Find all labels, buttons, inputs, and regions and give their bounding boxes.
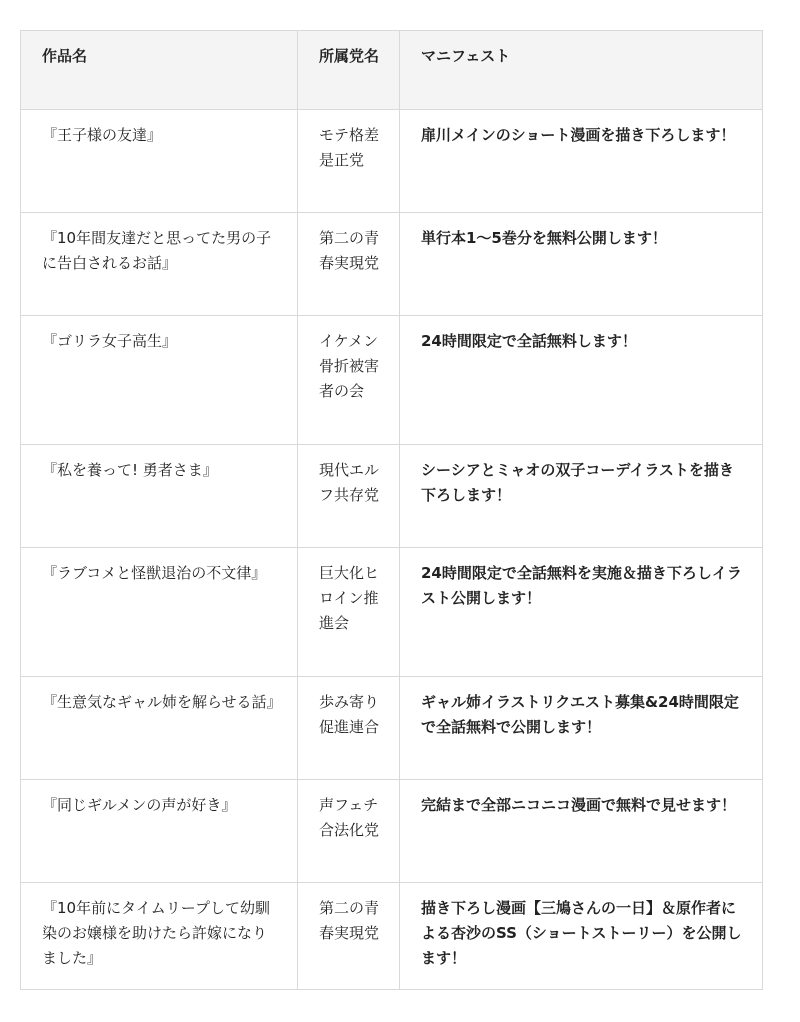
party-name: イケメン骨折被害者の会 bbox=[298, 316, 400, 445]
manifest-text: シーシアとミャオの双子コーデイラストを描き下ろします！ bbox=[400, 445, 763, 548]
table-row bbox=[21, 445, 763, 548]
manifesto-table bbox=[20, 30, 763, 990]
header-manifest: マニフェスト bbox=[400, 31, 763, 110]
work-title: 『生意気なギャル姉を解らせる話』 bbox=[21, 677, 298, 780]
party-name: 第二の青春実現党 bbox=[298, 213, 400, 316]
table-row bbox=[21, 548, 763, 677]
work-title: 『10年前にタイムリープして幼馴染のお嬢様を助けたら許嫁になりました』 bbox=[21, 883, 298, 990]
manifest-text: ギャル姉イラストリクエスト募集&24時間限定で全話無料で公開します！ bbox=[400, 677, 763, 780]
header-row bbox=[21, 31, 763, 110]
party-name: 歩み寄り促進連合 bbox=[298, 677, 400, 780]
work-title: 『ゴリラ女子高生』 bbox=[21, 316, 298, 445]
header-title: 作品名 bbox=[21, 31, 298, 110]
work-title: 『私を養って! 勇者さま』 bbox=[21, 445, 298, 548]
table-row bbox=[21, 780, 763, 883]
table-row bbox=[21, 110, 763, 213]
work-title: 『王子様の友達』 bbox=[21, 110, 298, 213]
party-name: モテ格差是正党 bbox=[298, 110, 400, 213]
manifesto-table-container bbox=[20, 30, 762, 990]
manifest-text: 24時間限定で全話無料を実施＆描き下ろしイラスト公開します！ bbox=[400, 548, 763, 677]
party-name: 第二の青春実現党 bbox=[298, 883, 400, 990]
party-name: 声フェチ合法化党 bbox=[298, 780, 400, 883]
table-row bbox=[21, 316, 763, 445]
work-title: 『10年間友達だと思ってた男の子に告白されるお話』 bbox=[21, 213, 298, 316]
table-header bbox=[21, 31, 763, 110]
table-row bbox=[21, 213, 763, 316]
table-body bbox=[21, 110, 763, 990]
table-row bbox=[21, 883, 763, 990]
table-row bbox=[21, 677, 763, 780]
party-name: 巨大化ヒロイン推進会 bbox=[298, 548, 400, 677]
manifest-text: 完結まで全部ニコニコ漫画で無料で見せます！ bbox=[400, 780, 763, 883]
header-party: 所属党名 bbox=[298, 31, 400, 110]
manifest-text: 単行本1～5巻分を無料公開します！ bbox=[400, 213, 763, 316]
manifest-text: 24時間限定で全話無料します！ bbox=[400, 316, 763, 445]
work-title: 『同じギルメンの声が好き』 bbox=[21, 780, 298, 883]
party-name: 現代エルフ共存党 bbox=[298, 445, 400, 548]
work-title: 『ラブコメと怪獣退治の不文律』 bbox=[21, 548, 298, 677]
manifest-text: 描き下ろし漫画【三鳩さんの一日】＆原作者による杏沙のSS（ショートストーリー）を公開します！ bbox=[400, 883, 763, 990]
manifest-text: 扉川メインのショート漫画を描き下ろします！ bbox=[400, 110, 763, 213]
